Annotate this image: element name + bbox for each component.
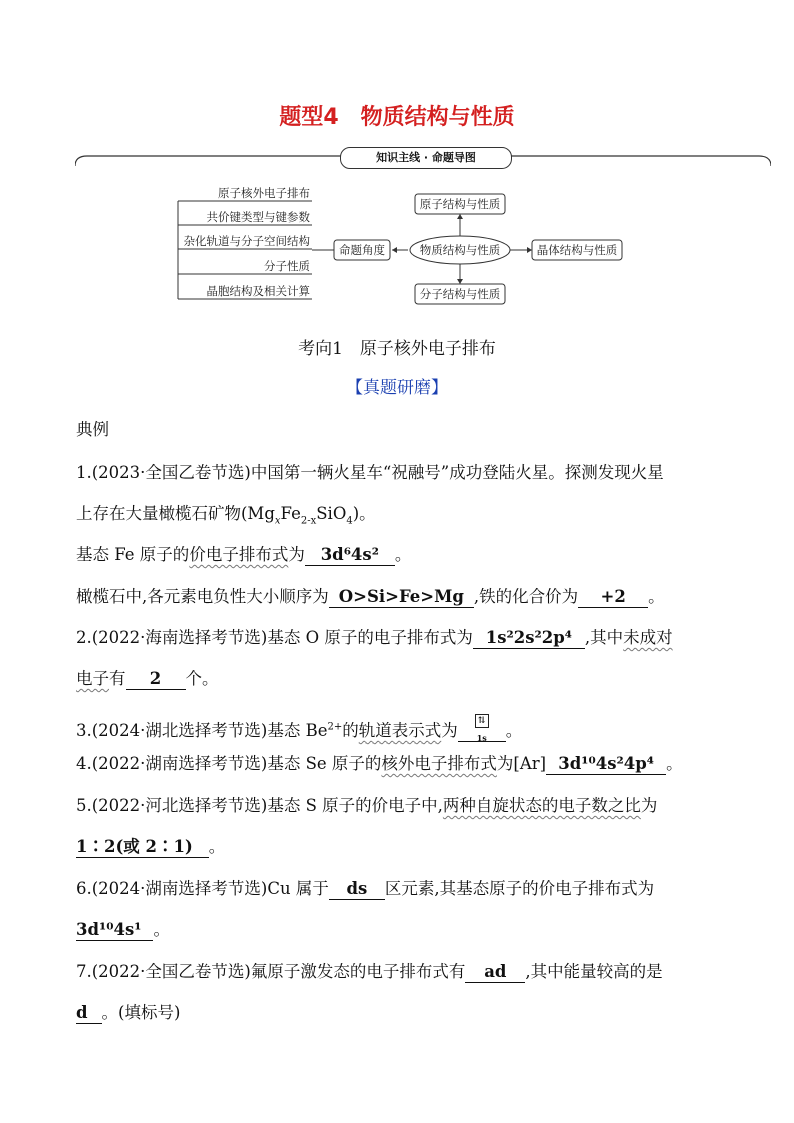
- example-label: 典例: [76, 420, 109, 439]
- q4-line: 4.(2022·湖南选择考节选)基态 Se 原子的核外电子排布式为[Ar] 3d¹⁰4s²4p⁴ 。: [76, 754, 683, 773]
- orbital-diagram: ⇅ 1s: [476, 716, 487, 743]
- q7-line1: 7.(2022·全国乙卷节选)氟原子激发态的电子排布式有 ad ,其中能量较高的是: [76, 962, 663, 981]
- q1-answer-1: 3d⁶4s²: [305, 545, 395, 566]
- left-item-5: 晶胞结构及相关计算: [206, 284, 310, 298]
- q7-answer-2: d: [76, 1003, 102, 1024]
- page-title: 题型4 物质结构与性质: [279, 105, 515, 130]
- left-item-1: 原子核外电子排布: [218, 186, 310, 200]
- q5-line1: 5.(2022·河北选择考节选)基态 S 原子的价电子中,两种自旋状态的电子数之比为: [76, 796, 658, 815]
- q1-line4: 橄榄石中,各元素电负性大小顺序为 O>Si>Fe>Mg ,铁的化合价为 +2 。: [76, 587, 665, 606]
- q4-answer: 3d¹⁰4s²4p⁴: [546, 754, 666, 775]
- q7-line2: d 。(填标号): [76, 1003, 181, 1022]
- q1-answer-3: +2: [578, 587, 648, 608]
- angle-label: 命题角度: [339, 243, 385, 257]
- q2-answer-2: 2: [126, 669, 186, 690]
- q2-line2: 电子有 2 个。: [76, 669, 219, 688]
- bottom-label: 分子结构与性质: [419, 287, 501, 301]
- q1-line1: 1.(2023·全国乙卷节选)中国第一辆火星车“祝融号”成功登陆火星。探测发现火星: [76, 463, 664, 482]
- q3-answer: [458, 714, 506, 742]
- left-item-2: 共价键类型与键参数: [206, 210, 310, 224]
- q1-line3: 基态 Fe 原子的价电子排布式为 3d⁶4s² 。: [76, 545, 412, 564]
- left-item-3: 杂化轨道与分子空间结构: [183, 234, 310, 248]
- q6-line1: 6.(2024·湖南选择考节选)Cu 属于 ds 区元素,其基态原子的价电子排布式为: [76, 879, 655, 898]
- q6-answer-2: 3d¹⁰4s¹: [76, 920, 153, 941]
- q5-line2: 1∶2(或 2∶1) 。: [76, 837, 226, 856]
- q3-line: 3.(2024·湖北选择考节选)基态 $Be^{2+}$的轨道表示式为 ⇅ 1s 。: [76, 716, 523, 743]
- left-topic-list: [178, 186, 312, 299]
- q5-answer: 1∶2(或 2∶1): [76, 837, 209, 858]
- banner-label: 知识主线 · 命题导图: [340, 147, 512, 169]
- top-label: 原子结构与性质: [419, 197, 501, 211]
- section-tag: 【真题研磨】: [346, 378, 448, 398]
- q2-answer-1: 1s²2s²2p⁴: [473, 628, 585, 649]
- q2-line1: 2.(2022·海南选择考节选)基态 O 原子的电子排布式为 1s²2s²2p⁴ ,其中未成对: [76, 628, 673, 647]
- q6-answer-1: ds: [329, 879, 385, 900]
- q7-answer-1: ad: [465, 962, 525, 983]
- mind-map: [170, 180, 640, 310]
- left-item-4: 分子性质: [264, 259, 310, 273]
- q6-line2: 3d¹⁰4s¹ 。: [76, 920, 170, 939]
- q1-answer-2: O>Si>Fe>Mg: [329, 587, 474, 608]
- right-label: 晶体结构与性质: [536, 243, 618, 257]
- q1-line2: 上存在大量橄榄石矿物$(Mg_xFe_{2-x}SiO_4)$。: [76, 504, 376, 527]
- center-label: 物质结构与性质: [419, 243, 501, 257]
- direction-title: 考向1 原子核外电子排布: [298, 339, 496, 359]
